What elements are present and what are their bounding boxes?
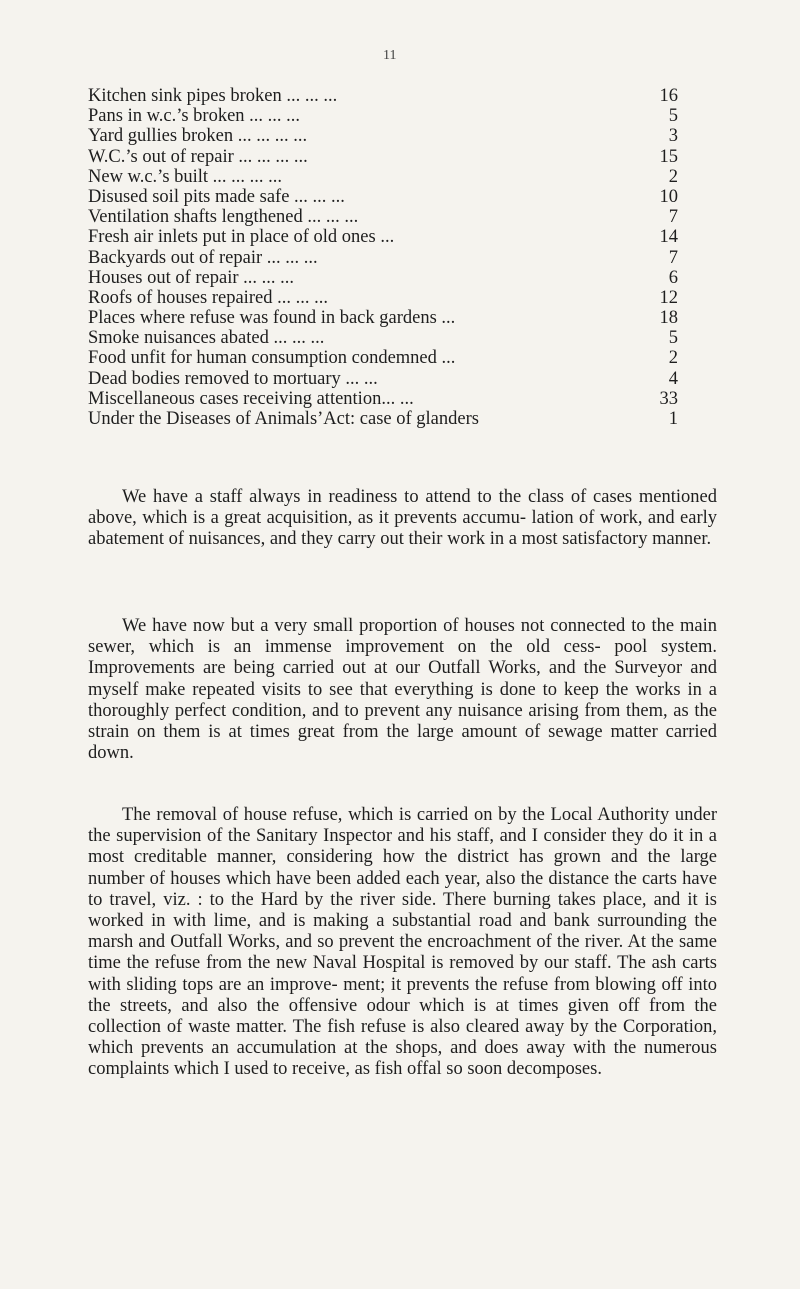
paragraph-sewer xyxy=(88,616,717,764)
row-value: 18 xyxy=(659,308,678,329)
paragraph-text: The removal of house refuse, which is carried on by the Local Authority under the supervision of the Sanitary Inspector and his staff, and I consider they do it in a most creditable manner, considering how the district has grown and the large number of houses which have been added each year, also the distance the carts have to travel, viz. : to the Hard by the river side. There burning takes place, and it is worked in with lime, and is making a substantial road and bank surrounding the marsh and Outfall Works, and so prevent the encroachment of the river. At the same time the refuse from the new Naval Hospital is removed by our staff. The ash carts with sliding tops are an improve- ment; it prevents the refuse from blowing off into the streets, and also the offensive odour which is at times given off from the collection of waste matter. The fish refuse is also cleared away by the Corporation, which prevents an accumulation at the shops, and does away with the numerous complaints which I used to receive, as fish offal so soon decomposes. xyxy=(88,805,717,1080)
row-label: Backyards out of repair ... ... ... xyxy=(88,247,318,268)
row-label: Food unfit for human consumption condemned ... xyxy=(88,348,456,369)
row-value: 7 xyxy=(668,207,678,228)
page-number: 11 xyxy=(383,48,397,63)
paragraph-text: We have a staff always in readiness to attend to the class of cases mentioned above, which is a great acquisition, as it prevents accumu- lation of work, and early abatement of nuisances, and they carry out their work in a most satisfactory manner. xyxy=(88,487,717,550)
statistics-row xyxy=(88,227,678,247)
statistics-row xyxy=(88,147,678,167)
statistics-row xyxy=(88,389,678,409)
row-label: Houses out of repair ... ... ... xyxy=(88,267,295,288)
row-label: New w.c.’s built ... ... ... ... xyxy=(88,166,283,187)
row-label: Places where refuse was found in back gardens ... xyxy=(88,308,456,329)
row-label: Dead bodies removed to mortuary ... ... xyxy=(88,368,378,389)
statistics-row xyxy=(88,106,678,126)
statistics-row xyxy=(88,126,678,146)
row-value: 2 xyxy=(668,348,678,369)
row-value: 15 xyxy=(659,146,678,167)
statistics-row xyxy=(88,268,678,288)
row-label: Miscellaneous cases receiving attention... ... xyxy=(88,388,414,409)
row-value: 12 xyxy=(659,287,678,308)
statistics-row xyxy=(88,86,678,106)
row-value: 14 xyxy=(659,227,678,248)
statistics-row xyxy=(88,328,678,348)
row-label: Pans in w.c.’s broken ... ... ... xyxy=(88,106,301,127)
row-label: Kitchen sink pipes broken ... ... ... xyxy=(88,86,338,106)
row-label: Roofs of houses repaired ... ... ... xyxy=(88,287,328,308)
row-value: 7 xyxy=(668,247,678,268)
paragraph-refuse xyxy=(88,805,717,1081)
row-label: Fresh air inlets put in place of old ones ... xyxy=(88,227,395,248)
row-value: 2 xyxy=(668,166,678,187)
statistics-row xyxy=(88,409,678,429)
paragraph-text: We have now but a very small proportion of houses not connected to the main sewer, which is an immense improvement on the old cess- pool system. Improvements are being carried out at our Outfall Works, and the Surveyor and myself make repeated visits to see that everything is done to keep the works in a thoroughly perfect condition, and to prevent any nuisance arising from them, as the strain on them is at times great from the large amount of sewage matter carried down. xyxy=(88,616,717,764)
row-label: Ventilation shafts lengthened ... ... ... xyxy=(88,207,359,228)
row-value: 16 xyxy=(659,86,678,106)
row-label: Yard gullies broken ... ... ... ... xyxy=(88,126,308,147)
statistics-row xyxy=(88,167,678,187)
statistics-list xyxy=(88,86,678,429)
paragraph-staff xyxy=(88,487,717,551)
row-value: 3 xyxy=(668,126,678,147)
row-label: Under the Diseases of Animals’Act: case of glanders xyxy=(88,409,479,429)
row-value: 6 xyxy=(668,267,678,288)
statistics-row xyxy=(88,187,678,207)
statistics-row xyxy=(88,207,678,227)
statistics-row xyxy=(88,369,678,389)
row-label: Disused soil pits made safe ... ... ... xyxy=(88,186,345,207)
row-label: W.C.’s out of repair ... ... ... ... xyxy=(88,146,308,167)
statistics-row xyxy=(88,308,678,328)
row-value: 4 xyxy=(668,368,678,389)
row-value: 1 xyxy=(668,409,678,429)
row-value: 5 xyxy=(668,106,678,127)
statistics-row xyxy=(88,348,678,368)
row-label: Smoke nuisances abated ... ... ... xyxy=(88,328,325,349)
row-value: 33 xyxy=(659,388,678,409)
row-value: 5 xyxy=(668,328,678,349)
row-value: 10 xyxy=(659,186,678,207)
statistics-row xyxy=(88,248,678,268)
statistics-row xyxy=(88,288,678,308)
